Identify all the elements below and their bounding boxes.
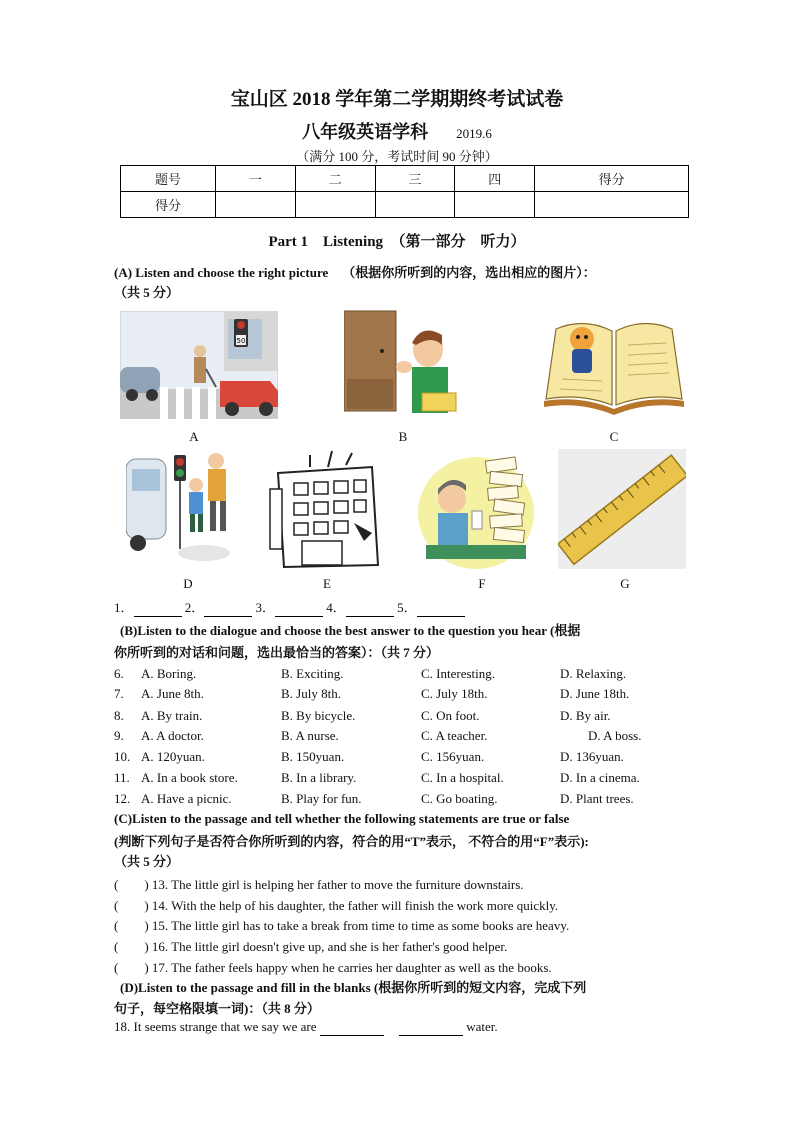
option-b[interactable]: B. A nurse.: [281, 728, 339, 743]
answer-number: 3．: [255, 600, 276, 615]
question-number: 7.: [114, 686, 124, 701]
option-b[interactable]: B. In a library.: [281, 770, 357, 785]
part1-title: Part 1 Listening （第一部分 听力）: [268, 234, 526, 250]
score-cell: 题号: [121, 166, 216, 192]
option-c[interactable]: C. In a hospital.: [421, 770, 504, 785]
answer-blank[interactable]: [417, 600, 465, 617]
sectionD-title-cn: 句子，每空格限填一词)：（共 8 分）: [114, 1001, 320, 1016]
score-cell: 四: [455, 166, 535, 192]
option-a[interactable]: A. Have a picnic.: [141, 791, 232, 806]
option-a[interactable]: A. By train.: [141, 708, 203, 723]
score-cell: 得分: [121, 192, 216, 218]
question-number: 11.: [114, 770, 130, 785]
question-number: 8.: [114, 708, 124, 723]
picture-letter: G: [620, 576, 630, 591]
question-18: [114, 1019, 498, 1036]
option-b[interactable]: B. Play for fun.: [281, 791, 362, 806]
score-input-cell[interactable]: [535, 192, 689, 218]
option-d[interactable]: D. By air.: [560, 708, 611, 723]
statement-item[interactable]: ( ) 13. The little girl is helping her father to move the furniture downstairs.: [114, 877, 524, 892]
sectionA-title-cn: （根据你所听到的内容，选出相应的图片）：: [342, 265, 596, 280]
picture-letter: C: [609, 429, 619, 444]
exam-subject: [0, 118, 794, 144]
option-d[interactable]: D. A boss.: [588, 728, 642, 743]
sectionC-title-en: (C)Listen to the passage and tell whether the following statements are true or false: [114, 811, 570, 826]
sectionD-title-en: (D)Listen to the passage and fill in the blanks (根据你所听到的短文内容，完成下列: [120, 980, 587, 995]
picture-letter: A: [189, 429, 199, 444]
statement-item[interactable]: ( ) 15. The little girl has to take a break from time to time as some books are heavy.: [114, 918, 570, 933]
option-a[interactable]: A. A doctor.: [141, 728, 204, 743]
option-b[interactable]: B. By bicycle.: [281, 708, 356, 723]
statement-item[interactable]: ( ) 17. The father feels happy when he carries her daughter as well as the books.: [114, 960, 552, 975]
sectionA-points: （共 5 分）: [114, 285, 180, 300]
subject-label: 八年级英语学科: [302, 122, 429, 142]
score-table-header-row: [121, 166, 689, 192]
question-18-text: 18. It seems strange that we say we are: [114, 1019, 317, 1034]
score-input-cell[interactable]: [295, 192, 375, 218]
option-c[interactable]: C. Go boating.: [421, 791, 498, 806]
fill-blank[interactable]: [399, 1019, 463, 1036]
statement-item[interactable]: ( ) 14. With the help of his daughter, the father will finish the work more quickly.: [114, 898, 559, 913]
picture-letter: E: [323, 576, 331, 591]
option-c[interactable]: C. On foot.: [421, 708, 480, 723]
option-b[interactable]: B. Exciting.: [281, 666, 344, 681]
answer-blank[interactable]: [134, 600, 182, 617]
option-a[interactable]: A. In a book store.: [141, 770, 238, 785]
score-cell: 三: [375, 166, 455, 192]
signal-number: 50: [236, 337, 246, 345]
question-number: 10.: [114, 749, 131, 764]
answer-number: 4．: [326, 600, 346, 615]
exam-title: 宝山区 2018 学年第二学期期终考试试卷: [230, 89, 564, 110]
option-c[interactable]: C. 156yuan.: [421, 749, 485, 764]
option-c[interactable]: C. Interesting.: [421, 666, 496, 681]
option-a[interactable]: A. Boring.: [141, 666, 197, 681]
option-d[interactable]: D. Plant trees.: [560, 791, 634, 806]
exam-note: （满分 100 分，考试时间 90 分钟）: [296, 149, 498, 164]
exam-date: 2019.6: [456, 126, 492, 141]
picture-letter: F: [478, 576, 486, 591]
option-a[interactable]: A. June 8th.: [141, 686, 204, 701]
score-input-cell[interactable]: [216, 192, 296, 218]
score-table-score-row: [121, 192, 689, 218]
answer-blank[interactable]: [275, 600, 323, 617]
sectionB-title-cn: 你所听到的对话和问题，选出最恰当的答案）：（共 7 分）: [114, 645, 440, 660]
question-18-end: water.: [466, 1019, 498, 1034]
answer-number: 1．: [114, 600, 134, 615]
score-cell: 二: [295, 166, 375, 192]
option-d[interactable]: D. 136yuan.: [560, 749, 624, 764]
score-cell: 一: [216, 166, 296, 192]
statement-item[interactable]: ( ) 16. The little girl doesn't give up, and she is her father's good helper.: [114, 939, 508, 954]
question-number: 12.: [114, 791, 131, 806]
option-d[interactable]: D. June 18th.: [560, 686, 630, 701]
option-d[interactable]: D. In a cinema.: [560, 770, 640, 785]
option-b[interactable]: B. 150yuan.: [281, 749, 345, 764]
picture-f-person-with-papers: [416, 449, 536, 571]
picture-c-open-book: [540, 309, 688, 419]
score-input-cell[interactable]: [375, 192, 455, 218]
option-c[interactable]: C. July 18th.: [421, 686, 488, 701]
sectionA-title-en: (A) Listen and choose the right picture: [114, 265, 329, 280]
score-cell: 得分: [535, 166, 689, 192]
picture-letter: B: [398, 429, 408, 444]
question-number: 9.: [114, 728, 124, 743]
sectionC-points: （共 5 分）: [114, 854, 180, 869]
picture-g-ruler: [558, 449, 686, 569]
sectionB-title-en: (B)Listen to the dialogue and choose the best answer to the question you hear (根据: [120, 623, 581, 638]
answer-blank[interactable]: [204, 600, 252, 617]
option-c[interactable]: C. A teacher.: [421, 728, 488, 743]
sectionA-answer-line: [114, 597, 465, 617]
option-b[interactable]: B. July 8th.: [281, 686, 341, 701]
option-d[interactable]: D. Relaxing.: [560, 666, 627, 681]
picture-e-building: [268, 449, 386, 569]
answer-number: 5．: [397, 600, 417, 615]
sectionA-title: [114, 262, 596, 281]
question-number: 6.: [114, 666, 124, 681]
picture-a-street-crossing: [120, 311, 278, 419]
picture-d-crossing-road: [126, 449, 250, 567]
score-table: [120, 165, 689, 218]
answer-blank[interactable]: [346, 600, 394, 617]
picture-b-knocking-door: [344, 309, 458, 414]
answer-number: 2．: [184, 600, 205, 615]
fill-blank[interactable]: [320, 1019, 384, 1036]
option-a[interactable]: A. 120yuan.: [141, 749, 205, 764]
score-input-cell[interactable]: [455, 192, 535, 218]
sectionC-title-cn: (判断下列句子是否符合你所听到的内容，符合的用“T”表示， 不符合的用“F”表示):: [114, 834, 589, 849]
picture-letter: D: [183, 576, 193, 591]
